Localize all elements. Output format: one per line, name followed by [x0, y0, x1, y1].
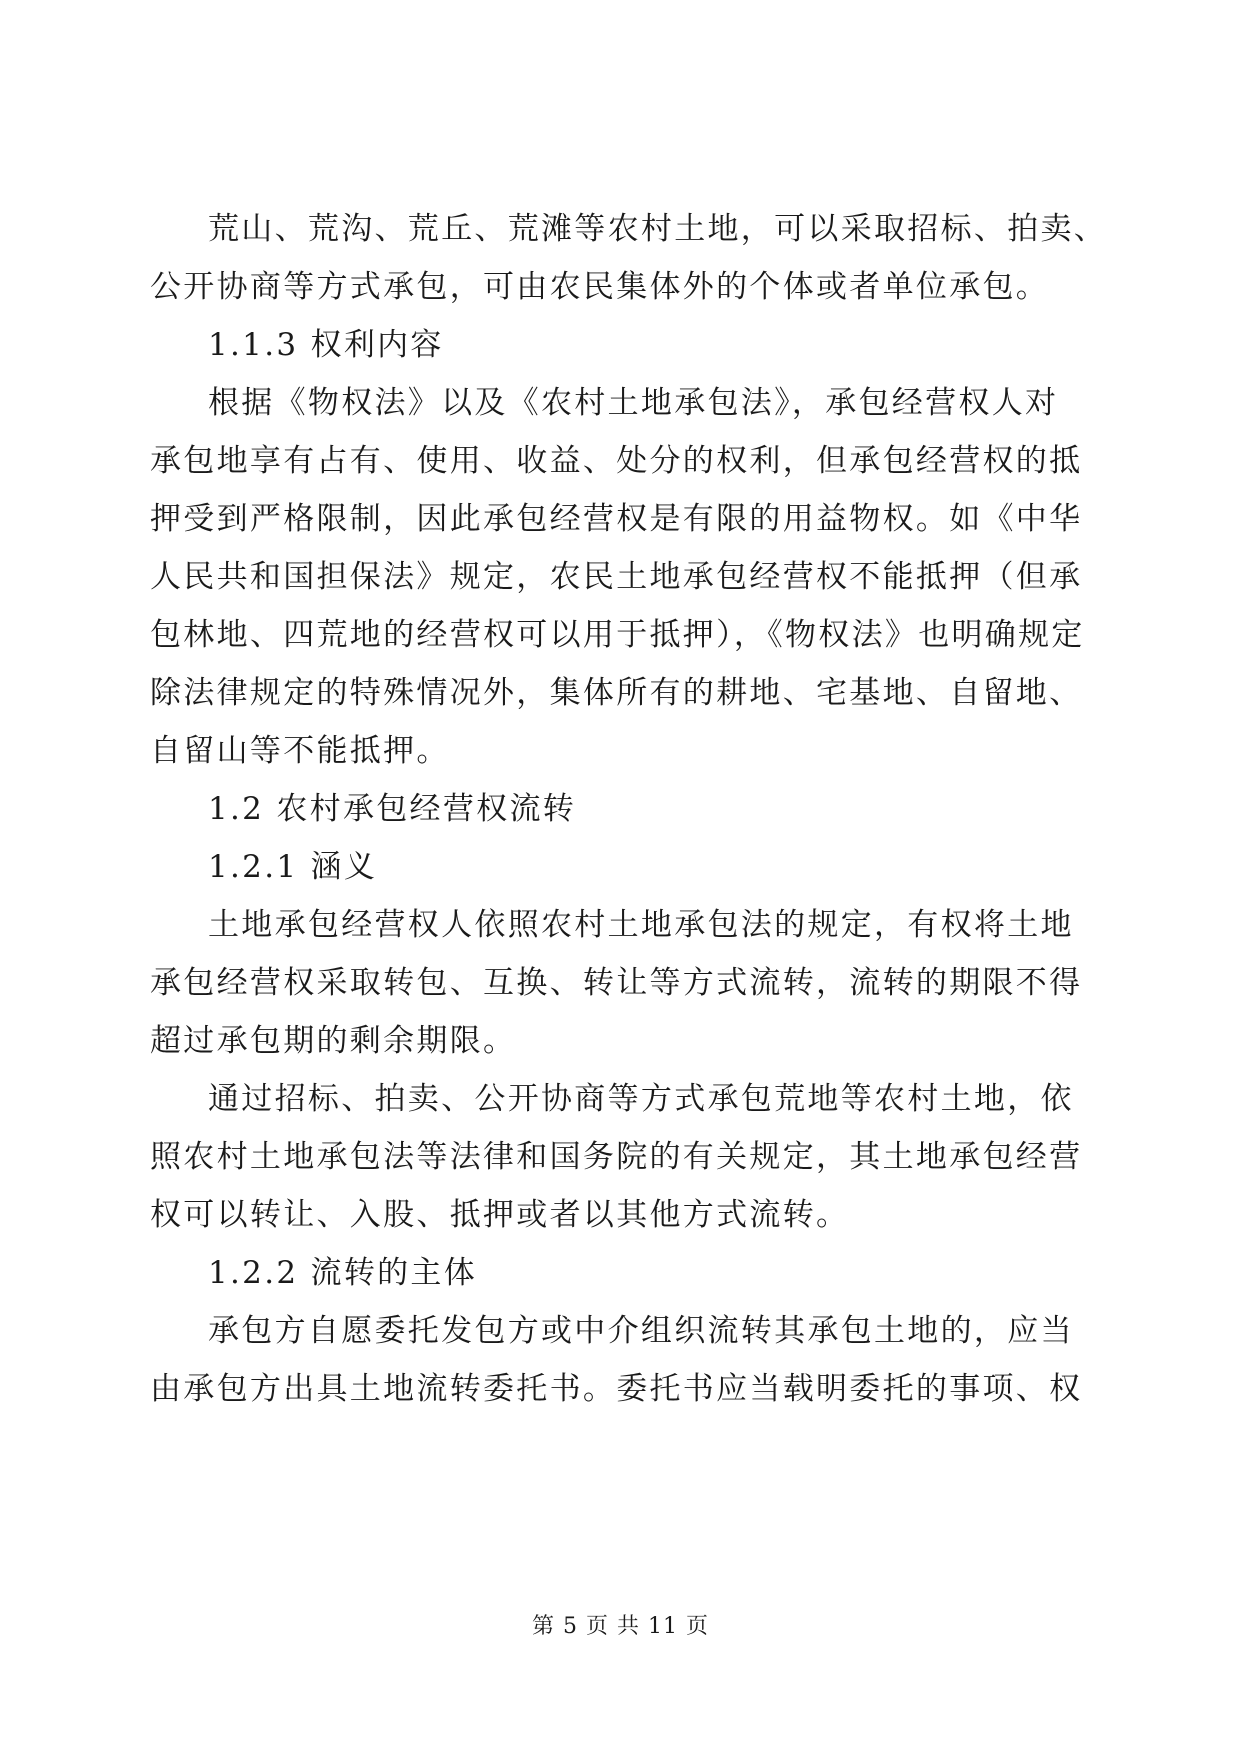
line-text: 承包经营权采取转包、互换、转让等方式流转，流转的期限不得 [150, 965, 1083, 1001]
line-text: 1.2.2 流转的主体 [208, 1255, 478, 1291]
line-text: 超过承包期的剩余期限。 [150, 1023, 517, 1059]
line-text: 土地承包经营权人依照农村土地承包法的规定，有权将土地 [208, 907, 1074, 943]
line-text: 权可以转让、入股、抵押或者以其他方式流转。 [150, 1197, 850, 1233]
line-text: 荒山、荒沟、荒丘、荒滩等农村土地，可以采取招标、拍卖、 [208, 211, 1108, 247]
line-text: 人民共和国担保法》规定，农民土地承包经营权不能抵押（但承 [150, 559, 1083, 595]
line-text: 除法律规定的特殊情况外，集体所有的耕地、宅基地、自留地、 [150, 675, 1083, 711]
line-text: 押受到严格限制，因此承包经营权是有限的用益物权。如《中华 [150, 501, 1083, 537]
line-text: 包林地、四荒地的经营权可以用于抵押），《物权法》也明确规定 [150, 617, 1085, 653]
line-text: 公开协商等方式承包，可由农民集体外的个体或者单位承包。 [150, 269, 1050, 305]
line-text: 承包地享有占有、使用、收益、处分的权利，但承包经营权的抵 [150, 443, 1083, 479]
line-text: 1.1.3 权利内容 [208, 327, 444, 363]
line-text: 1.2 农村承包经营权流转 [208, 791, 577, 827]
line-text: 自留山等不能抵押。 [150, 733, 450, 769]
page-number-footer: 第 5 页 共 11 页 [532, 1614, 709, 1639]
line-text: 承包方自愿委托发包方或中介组织流转其承包土地的，应当 [208, 1313, 1074, 1349]
line-text: 由承包方出具土地流转委托书。委托书应当载明委托的事项、权 [150, 1371, 1083, 1407]
line-text: 根据《物权法》以及《农村土地承包法》，承包经营权人对 [208, 385, 1059, 421]
line-text: 照农村土地承包法等法律和国务院的有关规定，其土地承包经营 [150, 1139, 1083, 1175]
line-text: 通过招标、拍卖、公开协商等方式承包荒地等农村土地，依 [208, 1081, 1074, 1117]
line-text: 1.2.1 涵义 [208, 849, 378, 885]
